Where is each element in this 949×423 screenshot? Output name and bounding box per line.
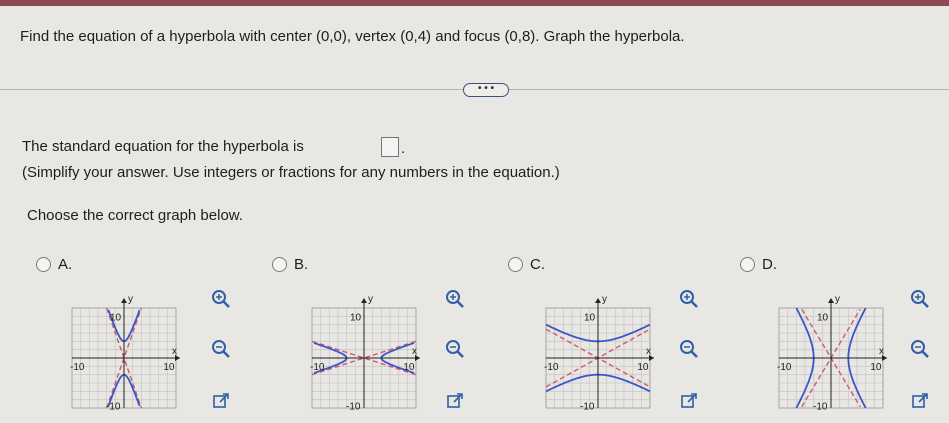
question-text: Find the equation of a hyperbola with center (0,0), vertex (0,4) and focus (0,8). Graph the hyperbola. <box>20 28 685 45</box>
y-tick-bottom: -10 <box>580 401 595 413</box>
y-tick-top: 10 <box>350 312 362 324</box>
y-axis-arrow <box>828 298 834 303</box>
y-axis-arrow <box>595 298 601 303</box>
option-graph-c <box>540 286 670 421</box>
choose-graph-prompt: Choose the correct graph below. <box>27 207 243 224</box>
option-graph-d <box>773 286 903 421</box>
external-link-icon[interactable] <box>212 392 230 410</box>
x-axis-label: x <box>879 346 884 357</box>
y-axis-arrow <box>361 298 367 303</box>
zoom-out-icon[interactable] <box>210 338 232 360</box>
y-axis-label: y <box>128 294 133 305</box>
option-label-a: A. <box>58 256 73 273</box>
zoom-out-icon[interactable] <box>909 338 931 360</box>
zoom-in-icon[interactable] <box>210 288 232 310</box>
external-link-icon[interactable] <box>911 392 929 410</box>
option-label-c: C. <box>530 256 545 273</box>
x-axis-label: x <box>412 346 417 357</box>
hyperbola-graph-svg <box>540 286 670 416</box>
x-tick-pos: 10 <box>163 362 175 373</box>
simplify-instruction: (Simplify your answer. Use integers or fractions for any numbers in the equation.) <box>22 164 560 181</box>
option-radio-a[interactable] <box>36 257 51 272</box>
y-axis-label: y <box>368 294 373 305</box>
x-tick-pos: 10 <box>637 362 649 373</box>
y-axis-label: y <box>835 294 840 305</box>
y-tick-bottom: -10 <box>106 401 121 413</box>
x-tick-neg: -10 <box>544 362 559 373</box>
equation-answer-box[interactable] <box>381 137 399 157</box>
top-bar <box>0 0 949 6</box>
y-tick-bottom: -10 <box>346 401 361 413</box>
option-graph-a <box>66 286 196 421</box>
option-radio-c[interactable] <box>508 257 523 272</box>
x-tick-pos: 10 <box>403 362 415 373</box>
x-axis-label: x <box>172 346 177 357</box>
standard-equation-prompt: The standard equation for the hyperbola is <box>22 138 304 155</box>
x-tick-neg: -10 <box>310 362 325 373</box>
option-radio-b[interactable] <box>272 257 287 272</box>
y-tick-top: 10 <box>110 312 122 324</box>
y-axis-arrow <box>121 298 127 303</box>
external-link-icon[interactable] <box>446 392 464 410</box>
zoom-in-icon[interactable] <box>444 288 466 310</box>
x-tick-neg: -10 <box>777 362 792 373</box>
y-tick-bottom: -10 <box>813 401 828 413</box>
x-axis-label: x <box>646 346 651 357</box>
y-tick-top: 10 <box>584 312 596 324</box>
y-axis-label: y <box>602 294 607 305</box>
option-radio-d[interactable] <box>740 257 755 272</box>
hyperbola-graph-svg <box>306 286 436 416</box>
more-button[interactable]: • • • <box>463 83 509 97</box>
zoom-in-icon[interactable] <box>678 288 700 310</box>
external-link-icon[interactable] <box>680 392 698 410</box>
zoom-in-icon[interactable] <box>909 288 931 310</box>
answer-period: . <box>401 140 406 157</box>
x-tick-pos: 10 <box>870 362 882 373</box>
hyperbola-graph-svg <box>773 286 903 416</box>
y-tick-top: 10 <box>817 312 829 324</box>
hyperbola-graph-svg <box>66 286 196 416</box>
option-label-b: B. <box>294 256 309 273</box>
zoom-out-icon[interactable] <box>678 338 700 360</box>
x-tick-neg: -10 <box>70 362 85 373</box>
option-graph-b <box>306 286 436 421</box>
zoom-out-icon[interactable] <box>444 338 466 360</box>
option-label-d: D. <box>762 256 777 273</box>
